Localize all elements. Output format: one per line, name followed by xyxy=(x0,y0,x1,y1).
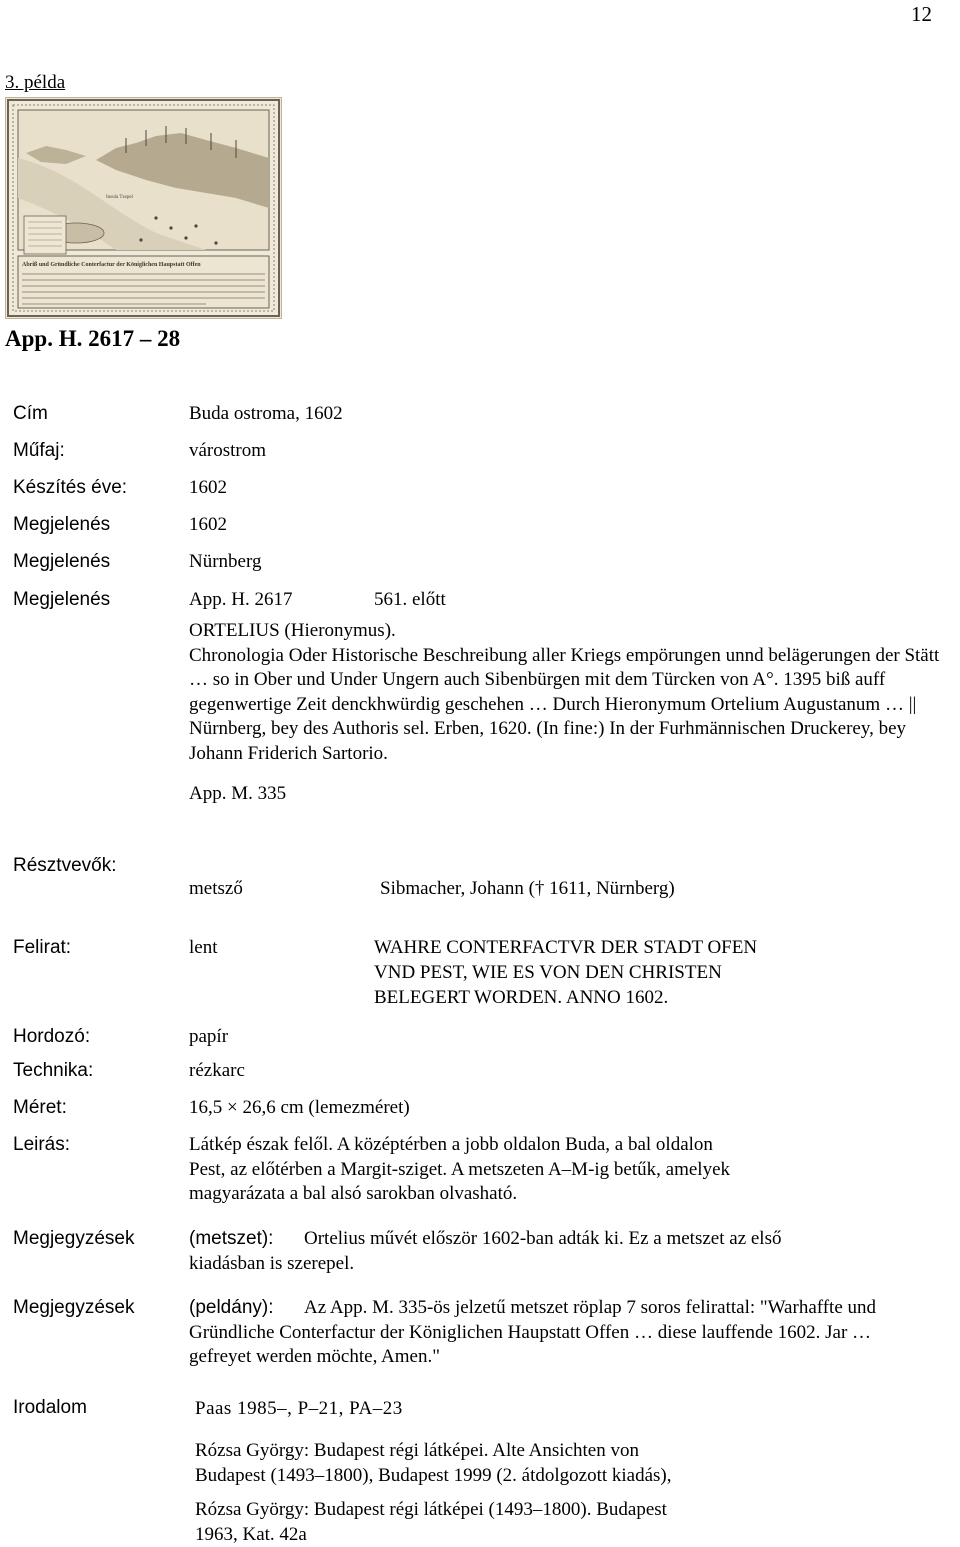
field-value-irodalom-ref: 1963, Kat. 42a xyxy=(195,1524,307,1545)
field-label-megjegyzes-metszet: Megjegyzések xyxy=(13,1228,135,1249)
example-label-link[interactable]: 3. példa xyxy=(5,72,66,93)
field-value-hordozo: papír xyxy=(189,1026,229,1047)
field-label-meret: Méret: xyxy=(13,1097,67,1118)
field-value-irodalom-ref: Budapest (1493–1800), Budapest 1999 (2. átdolgozott kiadás), xyxy=(195,1465,672,1486)
field-value-mufaj: várostrom xyxy=(189,440,267,461)
field-value-leiras-line: magyarázata a bal alsó sarokban olvasható. xyxy=(189,1183,518,1204)
field-value-megjelenes-app: App. M. 335 xyxy=(189,783,287,804)
field-value-megjelenes-year: 1602 xyxy=(189,514,227,535)
field-value-leiras-line: Pest, az előtérben a Margit-sziget. A metszeten A–M-ig betűk, amelyek xyxy=(189,1159,730,1180)
field-value-felirat-line: WAHRE CONTERFACTVR DER STADT OFEN xyxy=(374,937,758,958)
field-label-leiras: Leirás: xyxy=(13,1134,71,1155)
field-value-megjelenes-place: Nürnberg xyxy=(189,551,262,572)
field-value-meret: 16,5 × 26,6 cm (lemezméret) xyxy=(189,1097,410,1118)
engraving-map-label: Insula Tzepel xyxy=(106,195,133,200)
field-value-resztvevok-role: metsző xyxy=(189,878,243,899)
catalog-number: App. H. 2617 – 28 xyxy=(5,326,181,351)
field-value-felirat-position: lent xyxy=(189,937,218,958)
field-tag-metszet: (metszet): xyxy=(189,1228,274,1249)
field-label-megjelenes-year: Megjelenés xyxy=(13,514,111,535)
field-value-resztvevok-name: Sibmacher, Johann († 1611, Nürnberg) xyxy=(380,878,675,899)
field-label-felirat: Felirat: xyxy=(13,937,72,958)
field-label-technika: Technika: xyxy=(13,1060,94,1081)
field-label-megjelenes-place: Megjelenés xyxy=(13,551,111,572)
field-value-leiras-line: Látkép észak felől. A középtérben a jobb oldalon Buda, a bal oldalon xyxy=(189,1134,713,1155)
field-value-felirat-line: VND PEST, WIE ES VON DEN CHRISTEN xyxy=(374,962,722,983)
field-label-keszites: Készítés éve: xyxy=(13,477,128,498)
field-label-mufaj: Műfaj: xyxy=(13,440,65,461)
field-value-megjelenes-ref-note: 561. előtt xyxy=(374,589,446,610)
field-value-irodalom-ref: Rózsa György: Budapest régi látképei. Alte Ansichten von xyxy=(195,1440,639,1461)
engraving-image xyxy=(5,97,282,319)
field-label-megjegyzes-peldany: Megjegyzések xyxy=(13,1297,135,1318)
engraving-banner-text: Abriß und Gründliche Conterfactur der Königlichen Haupstatt Offen xyxy=(22,262,201,268)
field-value-megjegyzes-peldany-cont: gefreyet werden möchte, Amen." xyxy=(189,1346,440,1367)
page-number: 12 xyxy=(911,2,932,26)
field-value-megjelenes-ref: App. H. 2617 xyxy=(189,589,293,610)
field-tag-peldany: (peldány): xyxy=(189,1297,274,1318)
engraving-illustration xyxy=(6,98,281,318)
field-value-megjegyzes-metszet: Ortelius művét először 1602-ban adták ki. Ez a metszet az első xyxy=(304,1228,782,1249)
field-value-irodalom-ref: Rózsa György: Budapest régi látképei (1493–1800). Budapest xyxy=(195,1499,667,1520)
field-value-megjegyzes-peldany: Az App. M. 335-ös jelzetű metszet röplap 7 soros felirattal: "Warhaffte und xyxy=(304,1297,877,1318)
field-value-megjelenes-source: ORTELIUS (Hieronymus). Chronologia Oder Historische Beschreibung aller Kriegs empörungen unnd belägerungen der Stätt … so in Ober und Under Ungern auch Sibenbürgen mit dem Türcken von A°. 1395 biß auff gegenwertige Zeit denckhwürdig geschehen … Durch Hieronymum Ortelium Augustanum … || Nürnberg, bey des Authoris sel. Erben, 1620. (In fine:) In der Furhmännischen Druckerey, bey Johann Friderich Sartorio. xyxy=(189,620,940,764)
field-value-irodalom-ref: Paas 1985–, P–21, PA–23 xyxy=(195,1398,403,1419)
field-label-cim: Cím xyxy=(13,403,48,424)
field-label-irodalom: Irodalom xyxy=(13,1397,87,1418)
field-value-keszites: 1602 xyxy=(189,477,227,498)
field-value-cim: Buda ostroma, 1602 xyxy=(189,403,343,424)
field-label-megjelenes-ref: Megjelenés xyxy=(13,589,111,610)
field-label-hordozo: Hordozó: xyxy=(13,1026,91,1047)
field-value-megjegyzes-metszet-cont: kiadásban is szerepel. xyxy=(189,1253,355,1274)
field-label-resztvevok: Résztvevők: xyxy=(13,855,117,876)
field-value-megjegyzes-peldany-cont: Gründliche Conterfactur der Königlichen Haupstatt Offen … diese lauffende 1602. Jar … xyxy=(189,1322,872,1343)
field-value-felirat-line: BELEGERT WORDEN. ANNO 1602. xyxy=(374,987,669,1008)
field-value-technika: rézkarc xyxy=(189,1060,245,1081)
